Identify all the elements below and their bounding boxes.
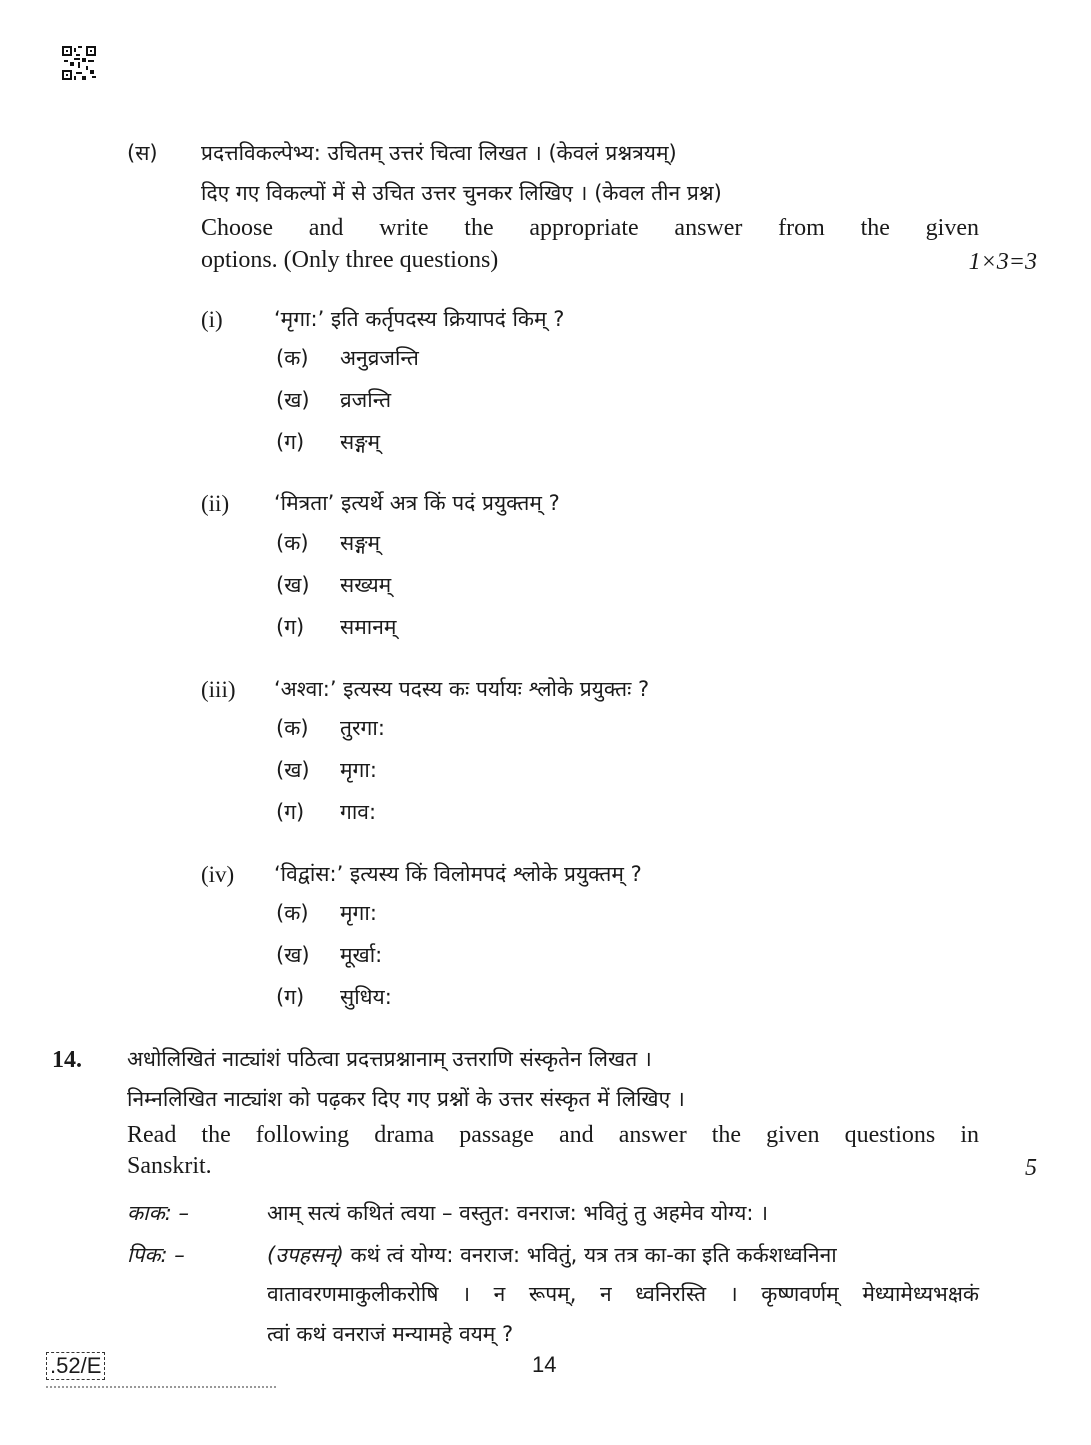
option: (ख) मृगा: xyxy=(276,758,377,782)
section-label: (स) xyxy=(127,141,158,165)
marks: 1×3=3 xyxy=(968,249,1037,275)
option: (ग) गाव: xyxy=(276,800,377,824)
option: (ख) व्रजन्ति xyxy=(276,388,392,412)
speaker-kaak: काक: – xyxy=(127,1201,189,1225)
question-text: ‘अश्वा:’ इत्यस्य पदस्य कः पर्यायः श्लोके प्रयुक्तः ? xyxy=(274,677,650,701)
question-text: ‘मृगा:’ इति कर्तृपदस्य क्रियापदं किम् ? xyxy=(274,307,565,331)
option: (ग) सुधिय: xyxy=(276,985,392,1009)
option: (ग) समानम् xyxy=(276,615,397,639)
q14-instruction-english-cont: Sanskrit. xyxy=(127,1153,212,1179)
question-number: (i) xyxy=(201,307,223,332)
instruction-hindi: दिए गए विकल्पों में से उचित उत्तर चुनकर लिखिए । (केवल तीन प्रश्न) xyxy=(201,181,722,205)
dialogue-line: आम् सत्यं कथितं त्वया – वस्तुत: वनराज: भवितुं तु अहमेव योग्य: । xyxy=(267,1201,769,1225)
q14-instruction-english: Read the following drama passage and answer the given questions in xyxy=(127,1122,979,1148)
option: (ख) सख्यम् xyxy=(276,573,392,597)
question-number: (ii) xyxy=(201,491,230,516)
paper-code: .52/E xyxy=(46,1352,105,1380)
option: (ख) मूर्खा: xyxy=(276,943,383,967)
question-number: (iii) xyxy=(201,677,236,702)
instruction-english: Choose and write the appropriate answer from the given xyxy=(201,215,979,241)
dialogue-line: (उपहसन्) कथं त्वं योग्य: वनराज: भवितुं, यत्र तत्र का-का इति कर्कशध्वनिना xyxy=(267,1243,837,1267)
instruction-sanskrit: प्रदत्तविकल्पेभ्य: उचितम् उत्तरं चित्वा लिखत । (केवलं प्रश्नत्रयम्) xyxy=(201,141,677,165)
option: (ग) सङ्गम् xyxy=(276,430,381,454)
option: (क) सङ्गम् xyxy=(276,531,381,555)
dialogue-line: त्वां कथं वनराजं मन्यामहे वयम् ? xyxy=(267,1322,514,1346)
option: (क) तुरगा: xyxy=(276,716,385,740)
option: (क) मृगा: xyxy=(276,901,377,925)
q14-instruction-sanskrit: अधोलिखितं नाट्यांशं पठित्वा प्रदत्तप्रश्नानाम् उत्तराणि संस्कृतेन लिखत । xyxy=(127,1047,652,1071)
dialogue-line: वातावरणमाकुलीकरोषि । न रूपम्, न ध्वनिरस्ति । कृष्णवर्णम् मेध्यामेध्यभक्षकं xyxy=(267,1282,979,1306)
option: (क) अनुव्रजन्ति xyxy=(276,346,419,370)
q14-instruction-hindi: निम्नलिखित नाट्यांश को पढ़कर दिए गए प्रश्नों के उत्तर संस्कृत में लिखिए । xyxy=(127,1087,685,1111)
instruction-english-cont: options. (Only three questions) xyxy=(201,247,499,273)
question-text: ‘मित्रता’ इत्यर्थे अत्र किं पदं प्रयुक्तम् ? xyxy=(274,491,560,515)
page-number: 14 xyxy=(532,1352,557,1377)
q14-marks: 5 xyxy=(1025,1155,1037,1181)
stage-direction: (उपहसन्) xyxy=(267,1243,344,1267)
question-number: (iv) xyxy=(201,862,235,887)
question-text: ‘विद्वांस:’ इत्यस्य किं विलोमपदं श्लोके प्रयुक्तम् ? xyxy=(274,862,642,886)
question-14-number: 14. xyxy=(52,1047,82,1073)
qr-code xyxy=(62,46,96,80)
speaker-pik: पिक: – xyxy=(127,1243,185,1267)
footer-divider xyxy=(46,1386,276,1388)
